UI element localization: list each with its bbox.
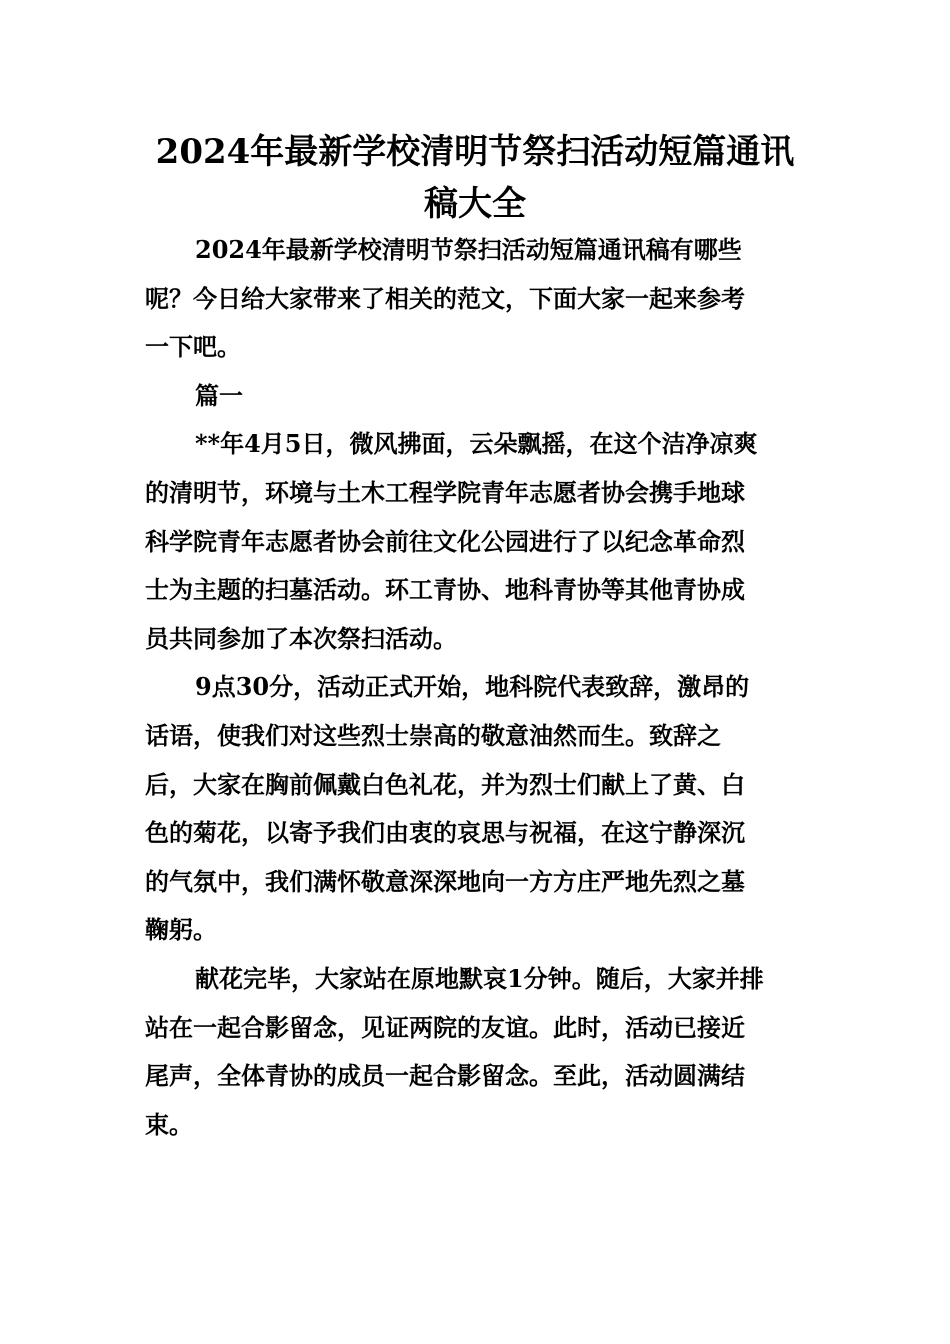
text-line: 尾声，全体青协的成员一起合影留念。至此，活动圆满结	[145, 1061, 745, 1091]
document-body	[145, 226, 805, 1149]
text-line: 科学院青年志愿者协会前往文化公园进行了以纪念革命烈	[145, 526, 745, 556]
section-heading	[145, 372, 805, 421]
body-paragraph	[145, 663, 805, 955]
text-line: 员共同参加了本次祭扫活动。	[145, 623, 457, 653]
text-line: 士为主题的扫墓活动。环工青协、地科青协等其他青协成	[145, 575, 745, 605]
title-line: 稿大全	[424, 184, 526, 224]
text-line: 色的菊花，以寄予我们由衷的哀思与祝福，在这宁静深沉	[145, 818, 745, 848]
text-line: 2024年最新学校清明节祭扫活动短篇通讯稿有哪些	[195, 235, 742, 264]
text-line: **年4月5日，微风拂面，云朵飘摇，在这个洁净凉爽	[195, 429, 758, 459]
text-line: 9点30分，活动正式开始，地科院代表致辞，激昂的	[195, 672, 750, 702]
text-line: 的气氛中，我们满怀敬意深深地向一方方庄严地先烈之墓	[145, 866, 745, 896]
text-line: 站在一起合影留念，见证两院的友谊。此时，活动已接近	[145, 1012, 745, 1042]
intro-paragraph	[145, 226, 805, 372]
text-line: 篇一	[195, 380, 243, 410]
text-line: 的清明节，环境与土木工程学院青年志愿者协会携手地球	[145, 477, 745, 507]
text-line: 鞠躬。	[145, 915, 217, 945]
text-line: 后，大家在胸前佩戴白色礼花，并为烈士们献上了黄、白	[145, 769, 745, 799]
text-line: 献花完毕，大家站在原地默哀1分钟。随后，大家并排	[195, 963, 764, 993]
text-line: 话语，使我们对这些烈士崇高的敬意油然而生。致辞之	[145, 720, 721, 750]
title-line: 2024年最新学校清明节祭扫活动短篇通讯	[155, 132, 795, 172]
text-line: 束。	[145, 1109, 193, 1139]
document-title	[145, 126, 805, 230]
text-line: 一下吧。	[145, 332, 241, 362]
text-line: 呢？今日给大家带来了相关的范文，下面大家一起来参考	[145, 283, 745, 313]
body-paragraph	[145, 420, 805, 663]
body-paragraph	[145, 955, 805, 1149]
